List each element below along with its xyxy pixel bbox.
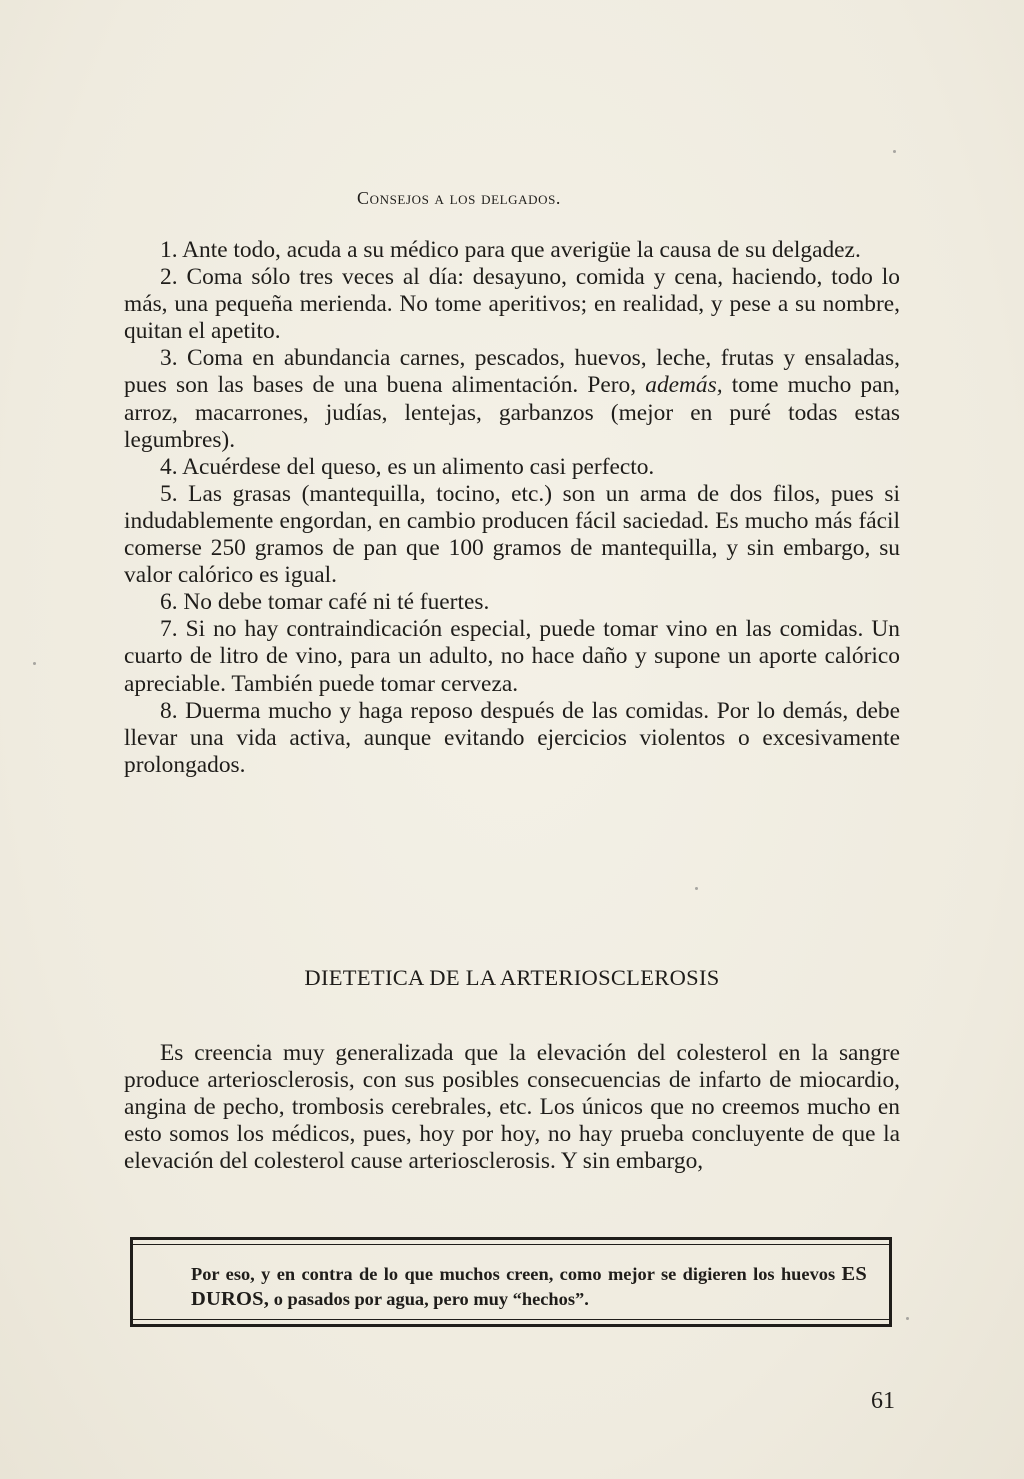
section-body bbox=[124, 1040, 900, 1175]
advice-item bbox=[124, 698, 900, 779]
advice-item-number: 3. bbox=[160, 345, 178, 372]
advice-list bbox=[124, 237, 900, 779]
advice-item bbox=[124, 454, 900, 481]
advice-item-number: 7. bbox=[160, 616, 178, 643]
advice-item-text: Coma sólo tres veces al día: desayuno, comida y cena, haciendo, todo lo más, una pequeña merienda. No tome aperitivos; en realidad, y pese a su nombre, quitan el apetito. bbox=[124, 264, 900, 345]
advice-item bbox=[124, 237, 900, 264]
advice-item-text: Si no hay contraindicación especial, puede tomar vino en las comidas. Un cuarto de litro de vino, para un adulto, no hace daño y supone un aporte calórico apreciable. También puede tomar cerveza. bbox=[124, 616, 900, 697]
advice-item-number: 5. bbox=[160, 480, 178, 507]
advice-item-number: 2. bbox=[160, 264, 178, 291]
note-text bbox=[191, 1262, 867, 1312]
advice-item-text: Las grasas (mantequilla, tocino, etc.) son un arma de dos filos, pues si indudablemente engordan, en cambio producen fácil saciedad. Es mucho más fácil comerse 250 gramos de pan que 100 gramos de mantequilla, y sin embargo, su valor calórico es igual. bbox=[124, 480, 900, 589]
advice-item-text: Coma en abundancia carnes, pescados, huevos, leche, frutas y ensaladas, pues son las bases de una buena alimentación. Pero, bbox=[124, 345, 900, 399]
note-rule-top bbox=[133, 1244, 889, 1245]
advice-item bbox=[124, 481, 900, 589]
advice-item-text: tome mucho pan, arroz, macarrones, judías, lentejas, garbanzos (mejor en puré todas estas legumbres). bbox=[124, 372, 901, 453]
note-text-part: o pasados por agua, pero muy “hechos”. bbox=[273, 1289, 589, 1309]
paper-speck bbox=[893, 150, 896, 153]
advice-item bbox=[124, 345, 900, 453]
advice-item-text: Duerma mucho y haga reposo después de las comidas. Por lo demás, debe llevar una vida activa, aunque evitando ejercicios violentos o excesivamente prolongados. bbox=[124, 697, 900, 778]
advice-item bbox=[124, 264, 900, 345]
advice-item-text: Ante todo, acuda a su médico para que averigüe la causa de su delgadez. bbox=[182, 237, 861, 263]
paper-speck bbox=[695, 887, 698, 890]
advice-item-number: 8. bbox=[160, 697, 178, 724]
page-number: 61 bbox=[871, 1388, 895, 1414]
advice-item bbox=[124, 589, 900, 616]
advice-item-emphasis: además, bbox=[645, 372, 723, 399]
advice-item-text: Acuérdese del queso, es un alimento casi perfecto. bbox=[182, 453, 655, 480]
section-title: DIETETICA DE LA ARTERIOSCLEROSIS bbox=[304, 965, 720, 990]
note-rule-bottom bbox=[133, 1319, 889, 1320]
advice-item-text: No debe tomar café ni té fuertes. bbox=[183, 589, 490, 616]
note-text-part: Por eso, y en contra de lo que muchos creen, como mejor se digieren los huevos bbox=[191, 1264, 836, 1284]
section-paragraph: Es creencia muy generalizada que la elevación del colesterol en la sangre produce arteriosclerosis, con sus posibles consecuencias de infarto de miocardio, angina de pecho, trombosis cerebrales, etc. Los únicos que no creemos mucho en esto somos los médicos, pues, hoy por hoy, no hay prueba concluyente de que la elevación del colesterol cause arteriosclerosis. Y sin embargo, bbox=[124, 1040, 900, 1175]
advice-item-number: 4. bbox=[160, 453, 178, 480]
advice-item-number: 1. bbox=[160, 237, 178, 263]
note-box bbox=[130, 1237, 892, 1327]
advice-item bbox=[124, 616, 900, 697]
paper-speck bbox=[906, 1317, 909, 1320]
advice-heading: Consejos a los delgados. bbox=[357, 188, 562, 208]
note-emphasis: ES DUROS, bbox=[191, 1263, 867, 1310]
advice-item-number: 6. bbox=[160, 589, 178, 616]
paper-speck bbox=[33, 662, 36, 665]
